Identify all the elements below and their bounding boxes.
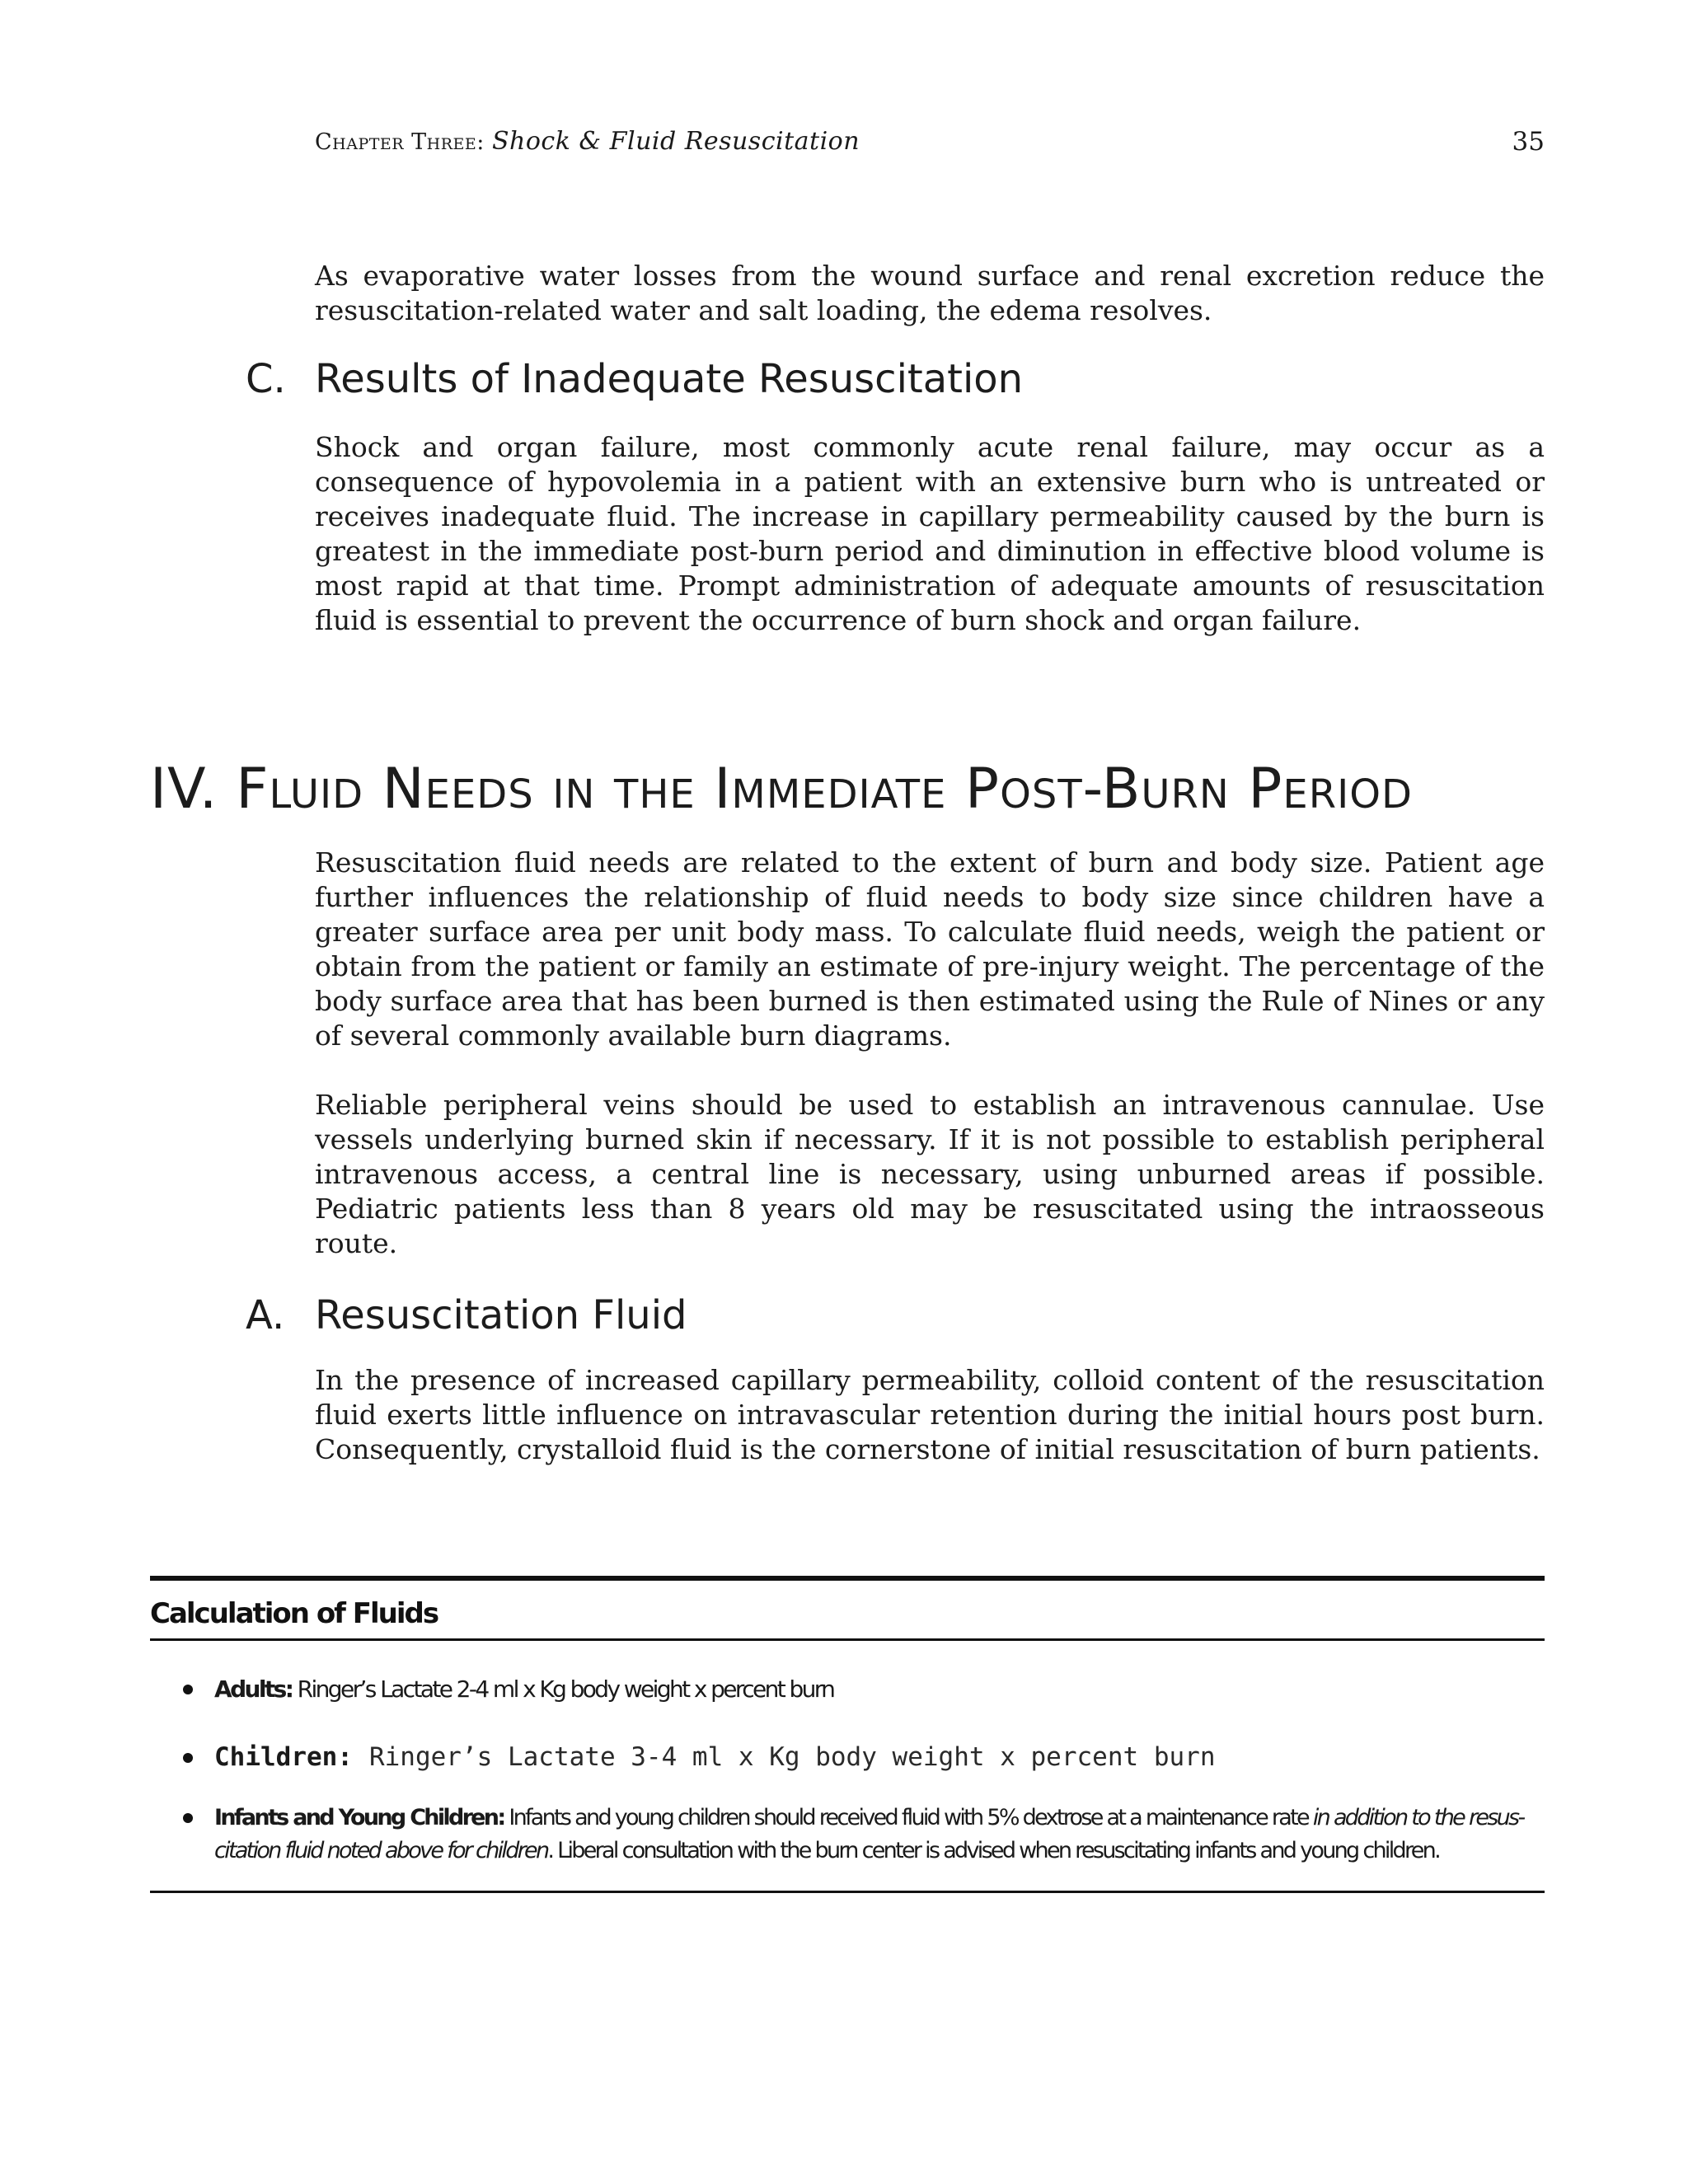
section-iv-paragraph-2: Reliable peripheral veins should be used to establish an intravenous cannulae. Use vessels underlying burned skin if necessary. If it is not possible to establish peripheral intravenous access, a central line is necessary, using unburned areas if possible. Pediatric patients less than 8 years old may be resuscitated using the intraosseous route.: [315, 1089, 1545, 1259]
section-c-letter: C.: [246, 356, 286, 402]
list-item-children: [183, 1739, 1545, 1775]
adults-text: [214, 1673, 1545, 1706]
section-a-paragraph: In the presence of increased capillary permeability, colloid content of the resuscitation fluid exerts little influence on intravascular retention during the initial hours post burn. Consequently, crystalloid fluid is the cornerstone of initial resuscitation of burn patients.: [315, 1364, 1545, 1465]
bullet-icon: [183, 1813, 193, 1823]
chapter-title: Shock & Fluid Resuscitation: [491, 127, 860, 156]
bullet-icon: [183, 1753, 193, 1763]
section-c-title: Results of Inadequate Resuscitation: [315, 356, 1024, 402]
chapter-heading: [315, 127, 860, 156]
section-a-title: Resuscitation Fluid: [315, 1292, 687, 1338]
section-iv-title: Fluid Needs in the Immediate Post-Burn Period: [236, 757, 1413, 822]
infants-emphasis-2: citation fluid noted above for children: [214, 1838, 548, 1863]
intro-paragraph: As evaporative water losses from the wound surface and renal excretion reduce the resuscitation-related water and salt loading, the edema resolves.: [315, 260, 1545, 326]
section-iv-numeral: IV.: [150, 757, 218, 822]
calc-box-top-rule: [150, 1576, 1545, 1581]
page-number: 35: [1512, 127, 1545, 157]
bullet-icon: [183, 1685, 193, 1694]
infants-label: Infants and Young Children:: [214, 1805, 504, 1830]
list-item-adults: [183, 1673, 1545, 1706]
adults-label: Adults:: [214, 1675, 293, 1703]
section-c-paragraph: Shock and organ failure, most commonly acute renal failure, may occur as a consequence of hypovolemia in a patient with an extensive burn who is untreated or receives inadequate fluid. The increase in capillary permeability caused by the burn is greatest in the immediate post-burn period and diminution in effective blood volume is most rapid at that time. Prompt administration of adequate amounts of resuscitation fluid is essential to prevent the occurrence of burn shock and organ failure.: [315, 431, 1545, 636]
infants-text: [214, 1802, 1545, 1868]
infants-text-1: Infants and young children should received fluid with 5% dextrose at a maintenance rate: [509, 1805, 1308, 1830]
children-label: Children:: [214, 1742, 353, 1772]
infants-emphasis-1: in addition to the resus-: [1312, 1805, 1524, 1830]
section-iv-heading: [150, 757, 1413, 823]
calc-box-title-rule: [150, 1638, 1545, 1641]
list-item-infants: [183, 1802, 1545, 1876]
running-header: [315, 124, 1545, 158]
section-c-heading: [246, 356, 1023, 402]
calc-box-title: Calculation of Fluids: [150, 1597, 438, 1630]
infants-line-1: [214, 1802, 1545, 1835]
chapter-label: Chapter Three:: [315, 129, 485, 155]
infants-line-2: [214, 1835, 1545, 1868]
calc-box-bottom-rule: [150, 1891, 1545, 1893]
infants-text-2: . Liberal consultation with the burn center is advised when resuscitating infants and young children.: [547, 1838, 1439, 1863]
children-formula: Ringer’s Lactate 3-4 ml x Kg body weight x percent burn: [368, 1742, 1216, 1772]
section-a-letter: A.: [246, 1292, 285, 1338]
children-text: [214, 1739, 1545, 1775]
adults-formula: Ringer’s Lactate 2-4 ml x Kg body weight x percent burn: [297, 1675, 834, 1703]
section-a-heading: [246, 1292, 687, 1338]
section-iv-paragraph-1: Resuscitation fluid needs are related to the extent of burn and body size. Patient age further influences the relationship of fluid needs to body size since children have a greater surface area per unit body mass. To calculate fluid needs, weigh the patient or obtain from the patient or family an estimate of pre-injury weight. The percentage of the body surface area that has been burned is then estimated using the Rule of Nines or any of several commonly available burn diagrams.: [315, 846, 1545, 1052]
